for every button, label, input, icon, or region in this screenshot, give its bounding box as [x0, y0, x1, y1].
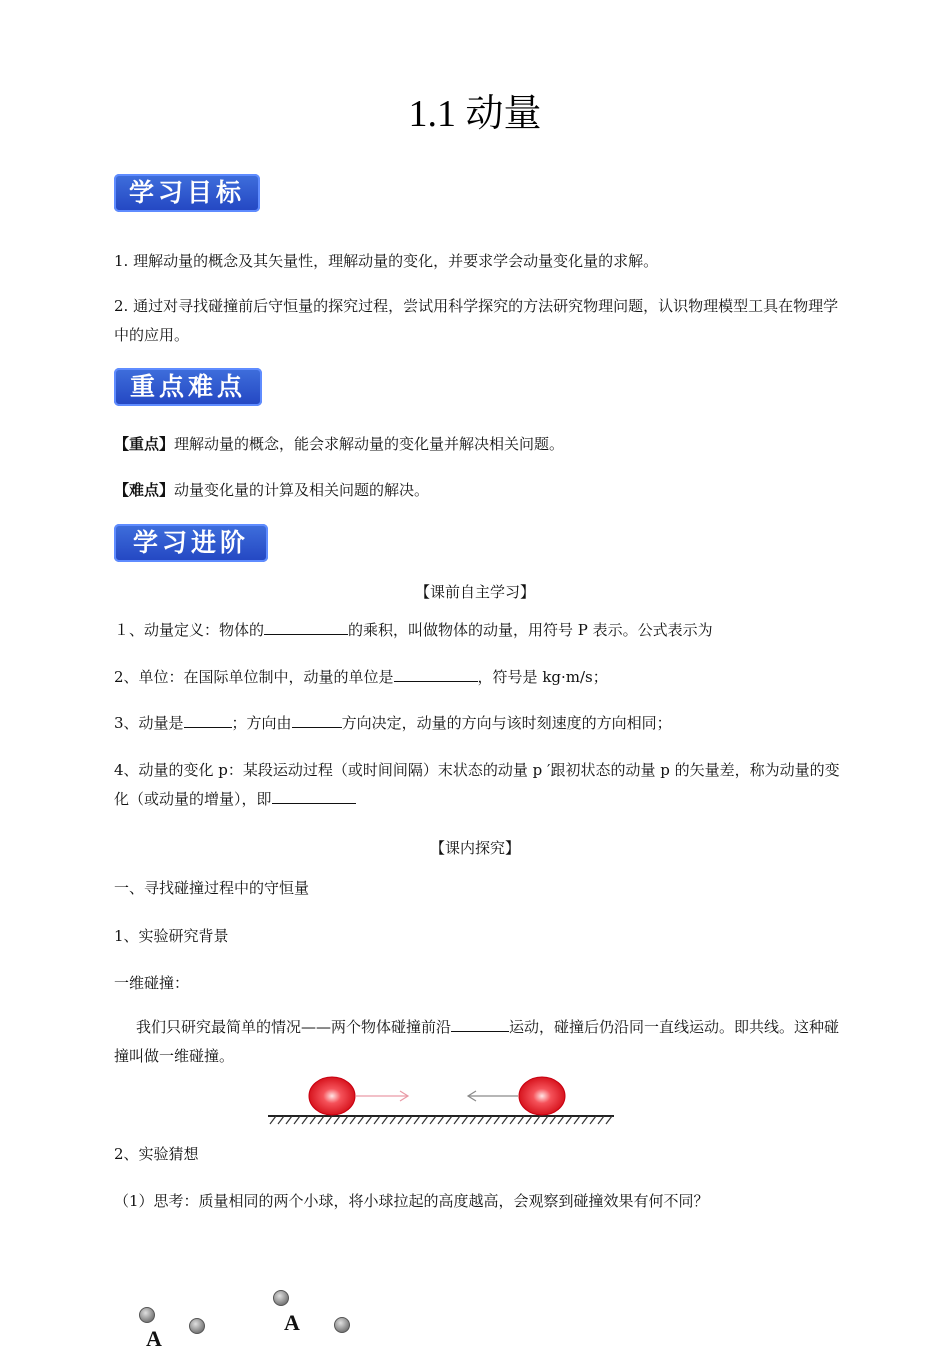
- focus-text: 理解动量的概念，能会求解动量的变化量并解决相关问题。: [174, 435, 565, 453]
- inclass-heading: 【课内探究】: [429, 839, 520, 857]
- fill-blank[interactable]: [272, 786, 356, 804]
- advanced-banner: 学习进阶: [114, 524, 268, 562]
- pendulum-label-left: A: [146, 1326, 162, 1351]
- fill-blank[interactable]: [451, 1014, 509, 1032]
- subsection-1-title: 1、实验研究背景: [114, 927, 229, 945]
- page-title: 1.1 动量: [408, 93, 542, 135]
- item4-text: 4、动量的变化 p：某段运动过程（或时间间隔）末状态的动量 p ′跟初状态的动量 p 的矢量差，称为动量的变化（或动量的增量），即: [114, 761, 840, 808]
- one-dim-label: 一维碰撞：: [114, 974, 190, 992]
- right-arrow: [356, 1091, 408, 1101]
- difficulty-label: 【难点】: [114, 481, 175, 499]
- collision-diagram: [262, 1072, 622, 1132]
- focus-line: [114, 430, 840, 459]
- objective-1: 1. 理解动量的概念及其矢量性，理解动量的变化，并要求学会动量变化量的求解。: [114, 252, 659, 270]
- difficulty-text: 动量变化量的计算及相关问题的解决。: [174, 481, 430, 499]
- item3-text-b: ；方向由: [231, 714, 292, 732]
- pendulum-ball: [139, 1307, 155, 1323]
- fill-blank[interactable]: [264, 617, 348, 635]
- pendulum-ball: [189, 1318, 205, 1334]
- fill-blank[interactable]: [394, 664, 478, 682]
- desc-text-b: 运动，碰撞后仍沿同一直线运动。即共线。这种碰撞叫做一维碰撞。: [114, 1018, 840, 1065]
- preclass-item-3: [114, 709, 840, 738]
- preclass-item-1: [114, 616, 840, 645]
- difficulty-line: [114, 476, 840, 505]
- desc-text-a: 我们只研究最简单的情况——两个物体碰撞前沿: [136, 1018, 452, 1036]
- item2-text-a: 2、单位：在国际单位制中，动量的单位是: [114, 668, 394, 686]
- right-ball: [519, 1077, 565, 1115]
- fill-blank[interactable]: [184, 710, 232, 728]
- item1-text-a: １、动量定义：物体的: [114, 621, 265, 639]
- pendulum-ball: [334, 1317, 350, 1333]
- collision-description: [114, 1013, 840, 1071]
- subsection-2-title: 2、实验猜想: [114, 1145, 199, 1163]
- item1-text-b: 的乘积，叫做物体的动量，用符号 P 表示。公式表示为: [348, 621, 713, 639]
- item2-text-b: ，符号是 kg·m/s；: [477, 668, 608, 686]
- preclass-heading: 【课前自主学习】: [414, 583, 535, 601]
- objectives-banner: 学习目标: [114, 174, 260, 212]
- ground-hatching: [270, 1116, 612, 1124]
- item3-text-c: 方向决定，动量的方向与该时刻速度的方向相同；: [341, 714, 672, 732]
- pendulum-ball: [273, 1290, 289, 1306]
- think-question: （1）思考：质量相同的两个小球，将小球拉起的高度越高，会观察到碰撞效果有何不同？: [114, 1192, 709, 1210]
- preclass-item-2: [114, 663, 840, 692]
- item3-text-a: 3、动量是: [114, 714, 184, 732]
- fill-blank[interactable]: [292, 710, 342, 728]
- left-ball: [309, 1077, 355, 1115]
- left-arrow: [468, 1091, 518, 1101]
- section-1-title: 一、寻找碰撞过程中的守恒量: [114, 879, 310, 897]
- key-points-banner: 重点难点: [114, 368, 262, 406]
- objective-2: 2. 通过对寻找碰撞前后守恒量的探究过程，尝试用科学探究的方法研究物理问题，认识物理模型工具在物理学中的应用。: [114, 297, 839, 344]
- focus-label: 【重点】: [114, 435, 175, 453]
- preclass-item-4: [114, 756, 840, 814]
- pendulum-label-right: A: [284, 1310, 300, 1335]
